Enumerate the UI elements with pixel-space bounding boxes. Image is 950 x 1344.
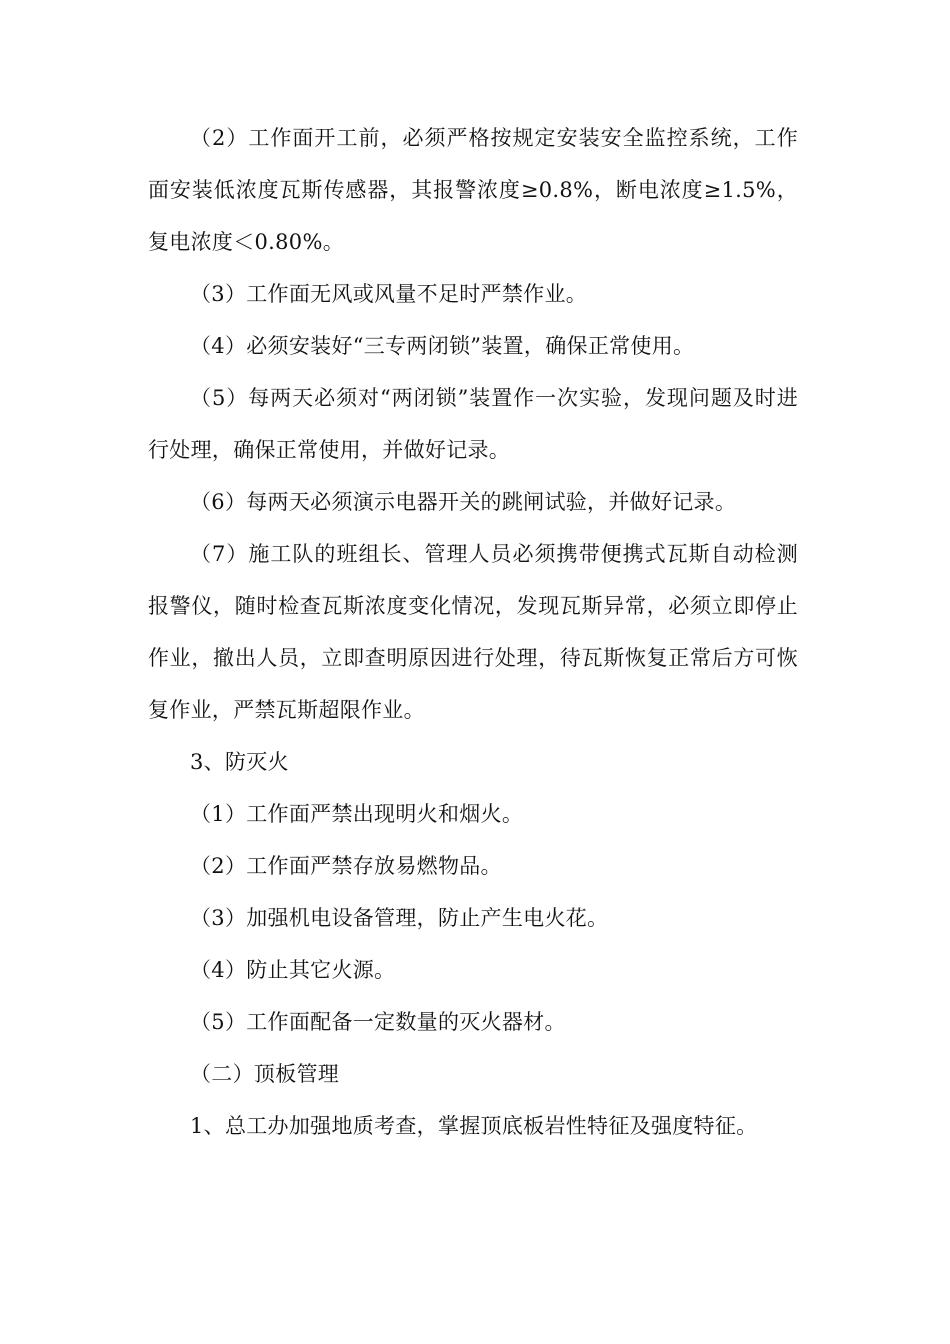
section-heading-roof-management: （二）顶板管理 xyxy=(190,1062,340,1086)
paragraph-gas-detector: （7）施工队的班组长、管理人员必须携带便携式瓦斯自动检测报警仪，随时检查瓦斯浓度变化情况，发现瓦斯异常，必须立即停止作业，撤出人员，立即查明原因进行处理，待瓦斯恢复正常后方可恢复作业，严禁瓦斯超限作业。 xyxy=(148,542,798,722)
paragraph-geology-survey: 1、总工办加强地质考查，掌握顶底板岩性特征及强度特征。 xyxy=(190,1114,758,1138)
paragraph-monitoring-system: （2）工作面开工前，必须严格按规定安装安全监控系统，工作面安装低浓度瓦斯传感器，其报警浓度≥0.8%，断电浓度≥1.5%，复电浓度＜0.80%。 xyxy=(148,126,798,254)
paragraph-interlock-test: （5）每两天必须对“两闭锁”装置作一次实验，发现问题及时进行处理，确保正常使用，并做好记录。 xyxy=(148,386,798,462)
section-heading-fire-prevention: 3、防灭火 xyxy=(190,750,289,774)
paragraph-fire-equipment: （5）工作面配备一定数量的灭火器材。 xyxy=(190,1010,566,1034)
paragraph-no-flammables: （2）工作面严禁存放易燃物品。 xyxy=(190,854,502,878)
paragraph-interlock-install: （4）必须安装好“三专两闭锁”装置，确保正常使用。 xyxy=(190,334,695,358)
paragraph-no-ventilation: （3）工作面无风或风量不足时严禁作业。 xyxy=(190,282,588,306)
paragraph-no-open-flame: （1）工作面严禁出现明火和烟火。 xyxy=(190,802,524,826)
document-body xyxy=(148,112,798,1152)
paragraph-other-ignition: （4）防止其它火源。 xyxy=(190,958,396,982)
paragraph-equipment-management: （3）加强机电设备管理，防止产生电火花。 xyxy=(190,906,609,930)
paragraph-trip-test: （6）每两天必须演示电器开关的跳闸试验，并做好记录。 xyxy=(190,490,737,514)
